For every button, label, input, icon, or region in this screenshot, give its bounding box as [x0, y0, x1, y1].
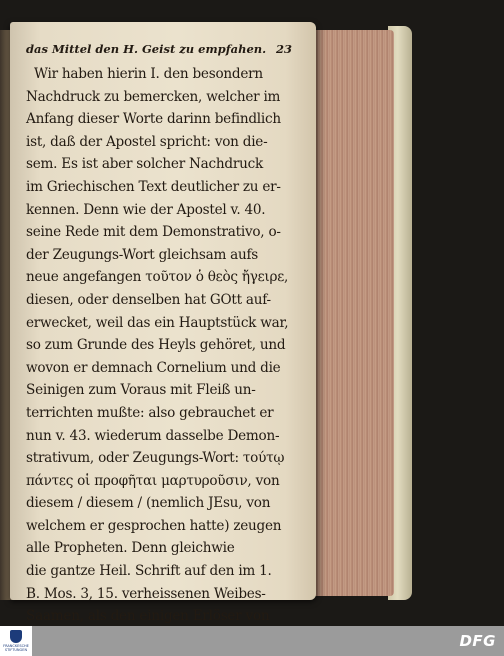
- running-head: das Mittel den H. Geist zu empfahen.: [26, 42, 267, 56]
- body-text: [26, 63, 296, 650]
- text-line: welchem er gesprochen hatte) zeugen: [26, 517, 282, 534]
- text-line: der Zeugungs-Wort gleichsam aufs: [26, 246, 259, 263]
- page-text: [26, 42, 296, 650]
- francke-logo-text: FRANCKESCHE STIFTUNGEN: [3, 644, 29, 652]
- text-line: nun v. 43. wiederum dasselbe Demon-: [26, 427, 280, 444]
- text-line: diesem / diesem / (nemlich JEsu, von: [26, 495, 271, 512]
- text-line: im Griechischen Text deutlicher zu er-: [26, 178, 281, 195]
- page-number: 23: [275, 42, 292, 56]
- text-line: strativum, oder Zeugungs-Wort: τούτῳ: [26, 450, 285, 467]
- text-line: erwecket, weil das ein Hauptstück war,: [26, 314, 289, 331]
- text-line: ist, daß der Apostel spricht: von die-: [26, 133, 268, 150]
- text-line: die gantze Heil. Schrift auf den im 1.: [26, 563, 272, 580]
- francke-logo: [0, 626, 32, 656]
- text-line: Nachdruck zu bemercken, welcher im: [26, 88, 281, 105]
- text-line: Anfang dieser Worte darinn befindlich: [26, 111, 281, 128]
- text-line: Seinigen zum Voraus mit Fleiß un-: [26, 382, 256, 399]
- text-line: wovon er demnach Cornelium und die: [26, 359, 281, 376]
- text-line: kennen. Denn wie der Apostel v. 40.: [26, 201, 266, 218]
- text-line: B. Mos. 3, 15. verheissenen Weibes-: [26, 585, 266, 602]
- page-edges: [314, 30, 394, 596]
- text-line: diesen, oder denselben hat GOtt auf-: [26, 291, 271, 308]
- footer-bar: [0, 626, 504, 656]
- text-line: so zum Grunde des Heyls gehöret, und: [26, 337, 286, 354]
- text-line: neue angefangen τοῦτον ὁ θεὸς ἤγειρε,: [26, 269, 289, 286]
- text-line: sem. Es ist aber solcher Nachdruck: [26, 156, 263, 173]
- text-line: Saamen, als den einigen Erlöser von: [26, 608, 270, 625]
- text-line: alle Propheten. Denn gleichwie: [26, 540, 235, 557]
- page-header: [26, 42, 296, 58]
- crest-icon: [10, 630, 22, 643]
- text-line: Wir haben hierin I. den besondern: [34, 66, 263, 82]
- text-line: terrichten mußte: also gebrauchet er: [26, 404, 274, 421]
- text-line: πάντες οἱ προφῆται μαρτυροῦσιν, von: [26, 472, 280, 489]
- text-line: seine Rede mit dem Demonstrativo, o-: [26, 224, 281, 241]
- dfg-logo: DFG: [459, 632, 496, 650]
